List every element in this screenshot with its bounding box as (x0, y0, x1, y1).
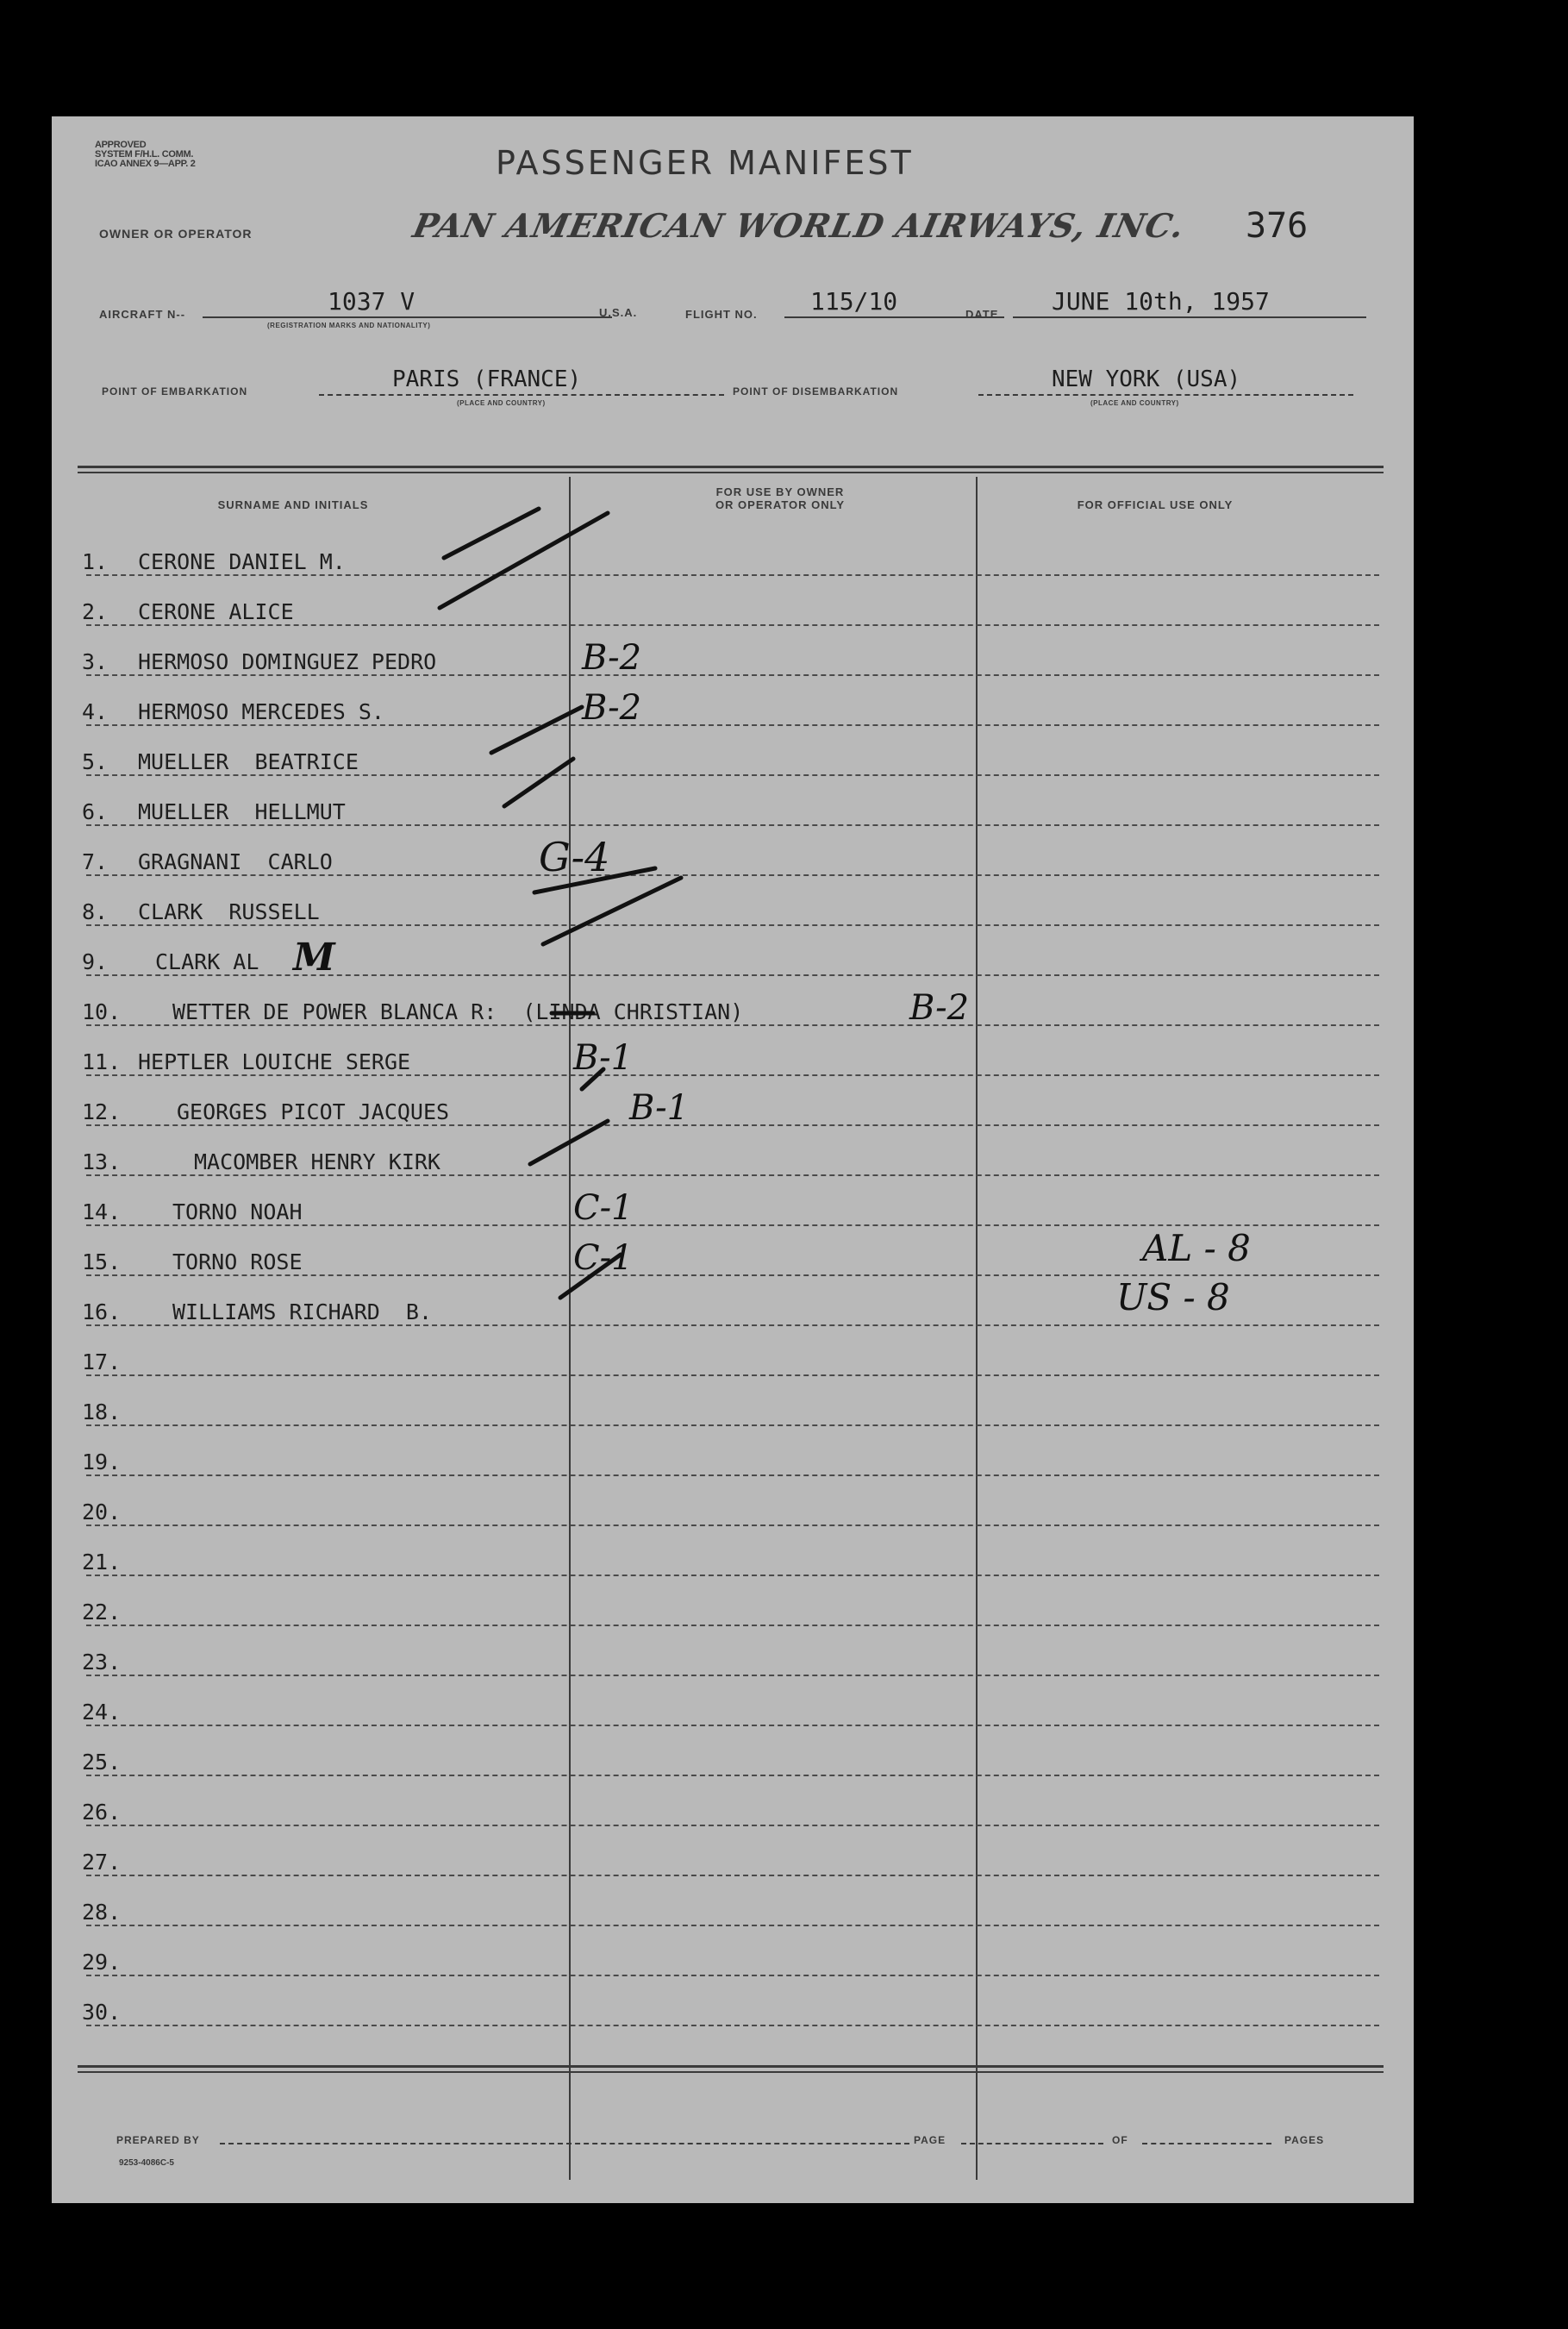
header-rule-second (78, 472, 1384, 473)
row-line (86, 1875, 1379, 1876)
passenger-name: TORNO NOAH (172, 1199, 303, 1224)
approval-stamp: APPROVED SYSTEM F/H.L. COMM. ICAO ANNEX 9—APP. 2 (95, 140, 196, 169)
row-line (86, 1524, 1379, 1526)
registration-caption: (REGISTRATION MARKS AND NATIONALITY) (267, 322, 431, 329)
header-rule-top (78, 466, 1384, 468)
row-number: 22. (82, 1600, 122, 1625)
row-line (86, 924, 1379, 926)
page-label: PAGE (914, 2134, 946, 2146)
passenger-name: GEORGES PICOT JACQUES (177, 1099, 450, 1124)
visa-code: G-4 (539, 834, 610, 880)
passenger-name: MACOMBER HENRY KIRK (194, 1149, 440, 1174)
embark-caption: (PLACE AND COUNTRY) (457, 399, 546, 407)
date-label: DATE (965, 308, 999, 321)
row-line (86, 624, 1379, 626)
aircraft-underline (203, 316, 612, 318)
page-number: 376 (1246, 206, 1309, 246)
aircraft-label: AIRCRAFT N-- (99, 308, 186, 321)
visa-code: C-1 (573, 1238, 634, 1278)
row-line (86, 1174, 1379, 1176)
footer-rule-second (78, 2071, 1384, 2073)
visa-code: C-1 (573, 1188, 634, 1228)
row-line (86, 674, 1379, 676)
row-line (86, 1725, 1379, 1726)
row-number: 21. (82, 1550, 122, 1575)
embark-label: POINT OF EMBARKATION (102, 385, 248, 398)
row-number: 18. (82, 1399, 122, 1424)
row-number: 5. (82, 749, 109, 774)
passenger-name: HERMOSO DOMINGUEZ PEDRO (138, 649, 437, 674)
official-note-us: US - 8 (1116, 1276, 1230, 1318)
row-line (86, 774, 1379, 776)
visa-code: B-2 (582, 638, 642, 678)
passenger-name: MUELLER HELLMUT (138, 799, 346, 824)
row-line (86, 974, 1379, 976)
row-line (86, 1124, 1379, 1126)
visa-code: B-1 (573, 1038, 634, 1078)
passenger-name: TORNO ROSE (172, 1249, 303, 1274)
date-underline (1013, 316, 1366, 318)
of-line (1142, 2143, 1271, 2144)
row-line (86, 1474, 1379, 1476)
page-line (961, 2143, 1103, 2144)
row-number: 4. (82, 699, 109, 724)
passenger-name: GRAGNANI CARLO (138, 849, 333, 874)
prepared-by-label: PREPARED BY (116, 2134, 200, 2146)
row-line (86, 1575, 1379, 1576)
row-number: 11. (82, 1049, 122, 1074)
embark-underline (319, 394, 724, 396)
prepared-by-line (220, 2143, 909, 2144)
row-line (86, 1374, 1379, 1376)
disembark-label: POINT OF DISEMBARKATION (733, 385, 899, 398)
aircraft-value: 1037 V (328, 287, 415, 316)
manifest-sheet (52, 116, 1414, 2203)
col-surname: SURNAME AND INITIALS (217, 498, 369, 511)
row-number: 17. (82, 1349, 122, 1374)
row-number: 9. (82, 949, 109, 974)
row-number: 24. (82, 1700, 122, 1725)
row-number: 8. (82, 899, 109, 924)
official-note-al: AL - 8 (1142, 1227, 1251, 1269)
row-line (86, 1324, 1379, 1326)
col-official-use: FOR OFFICIAL USE ONLY (1077, 498, 1234, 511)
row-line (86, 824, 1379, 826)
row-number: 29. (82, 1950, 122, 1975)
row-number: 16. (82, 1299, 122, 1324)
row-line (86, 1775, 1379, 1776)
row-number: 15. (82, 1249, 122, 1274)
row-line (86, 1424, 1379, 1426)
handwritten-mark: M (293, 936, 335, 980)
row-number: 27. (82, 1850, 122, 1875)
row-line (86, 1975, 1379, 1976)
flight-date: JUNE 10th, 1957 (1052, 287, 1270, 316)
row-line (86, 1925, 1379, 1926)
row-number: 2. (82, 599, 109, 624)
row-number: 28. (82, 1900, 122, 1925)
row-line (86, 1625, 1379, 1626)
owner-label: OWNER OR OPERATOR (99, 227, 253, 241)
row-number: 23. (82, 1650, 122, 1675)
row-line (86, 2025, 1379, 2026)
passenger-name: CERONE DANIEL M. (138, 549, 346, 574)
row-number: 13. (82, 1149, 122, 1174)
form-number: 9253-4086C-5 (119, 2158, 174, 2168)
row-number: 30. (82, 2000, 122, 2025)
row-number: 7. (82, 849, 109, 874)
visa-code: B-2 (909, 988, 970, 1028)
row-number: 6. (82, 799, 109, 824)
passenger-name: CLARK AL (155, 949, 259, 974)
flight-number: 115/10 (810, 287, 898, 316)
airline-name: PAN AMERICAN WORLD AIRWAYS, INC. (409, 206, 1189, 245)
row-number: 10. (82, 999, 122, 1024)
row-line (86, 574, 1379, 576)
row-line (86, 1224, 1379, 1226)
row-number: 25. (82, 1750, 122, 1775)
footer-rule-top (78, 2065, 1384, 2068)
disembark-underline (978, 394, 1353, 396)
col-owner-use: FOR USE BY OWNER OR OPERATOR ONLY (715, 485, 846, 511)
pages-label: PAGES (1284, 2134, 1325, 2146)
flight-label: FLIGHT NO. (685, 308, 758, 321)
row-number: 1. (82, 549, 109, 574)
row-line (86, 874, 1379, 876)
visa-code: B-2 (582, 688, 642, 728)
row-line (86, 1825, 1379, 1826)
passenger-name: WETTER DE POWER BLANCA R: (LINDA CHRISTIAN) (172, 999, 744, 1024)
passenger-name: HEPTLER LOUICHE SERGE (138, 1049, 411, 1074)
form-title: PASSENGER MANIFEST (496, 144, 914, 182)
passenger-name: HERMOSO MERCEDES S. (138, 699, 384, 724)
row-line (86, 1024, 1379, 1026)
of-label: OF (1112, 2134, 1128, 2146)
passenger-name: CERONE ALICE (138, 599, 294, 624)
row-line (86, 724, 1379, 726)
visa-code: B-1 (629, 1088, 690, 1128)
row-number: 20. (82, 1499, 122, 1524)
row-number: 26. (82, 1800, 122, 1825)
row-number: 14. (82, 1199, 122, 1224)
embarkation-value: PARIS (FRANCE) (392, 366, 582, 392)
row-number: 19. (82, 1449, 122, 1474)
passenger-name: WILLIAMS RICHARD B. (172, 1299, 433, 1324)
disembarkation-value: NEW YORK (USA) (1052, 366, 1241, 392)
row-number: 3. (82, 649, 109, 674)
row-number: 12. (82, 1099, 122, 1124)
row-line (86, 1675, 1379, 1676)
passenger-name: MUELLER BEATRICE (138, 749, 359, 774)
passenger-name: CLARK RUSSELL (138, 899, 320, 924)
disembark-caption: (PLACE AND COUNTRY) (1090, 399, 1179, 407)
nationality: U.S.A. (599, 306, 638, 319)
row-line (86, 1074, 1379, 1076)
